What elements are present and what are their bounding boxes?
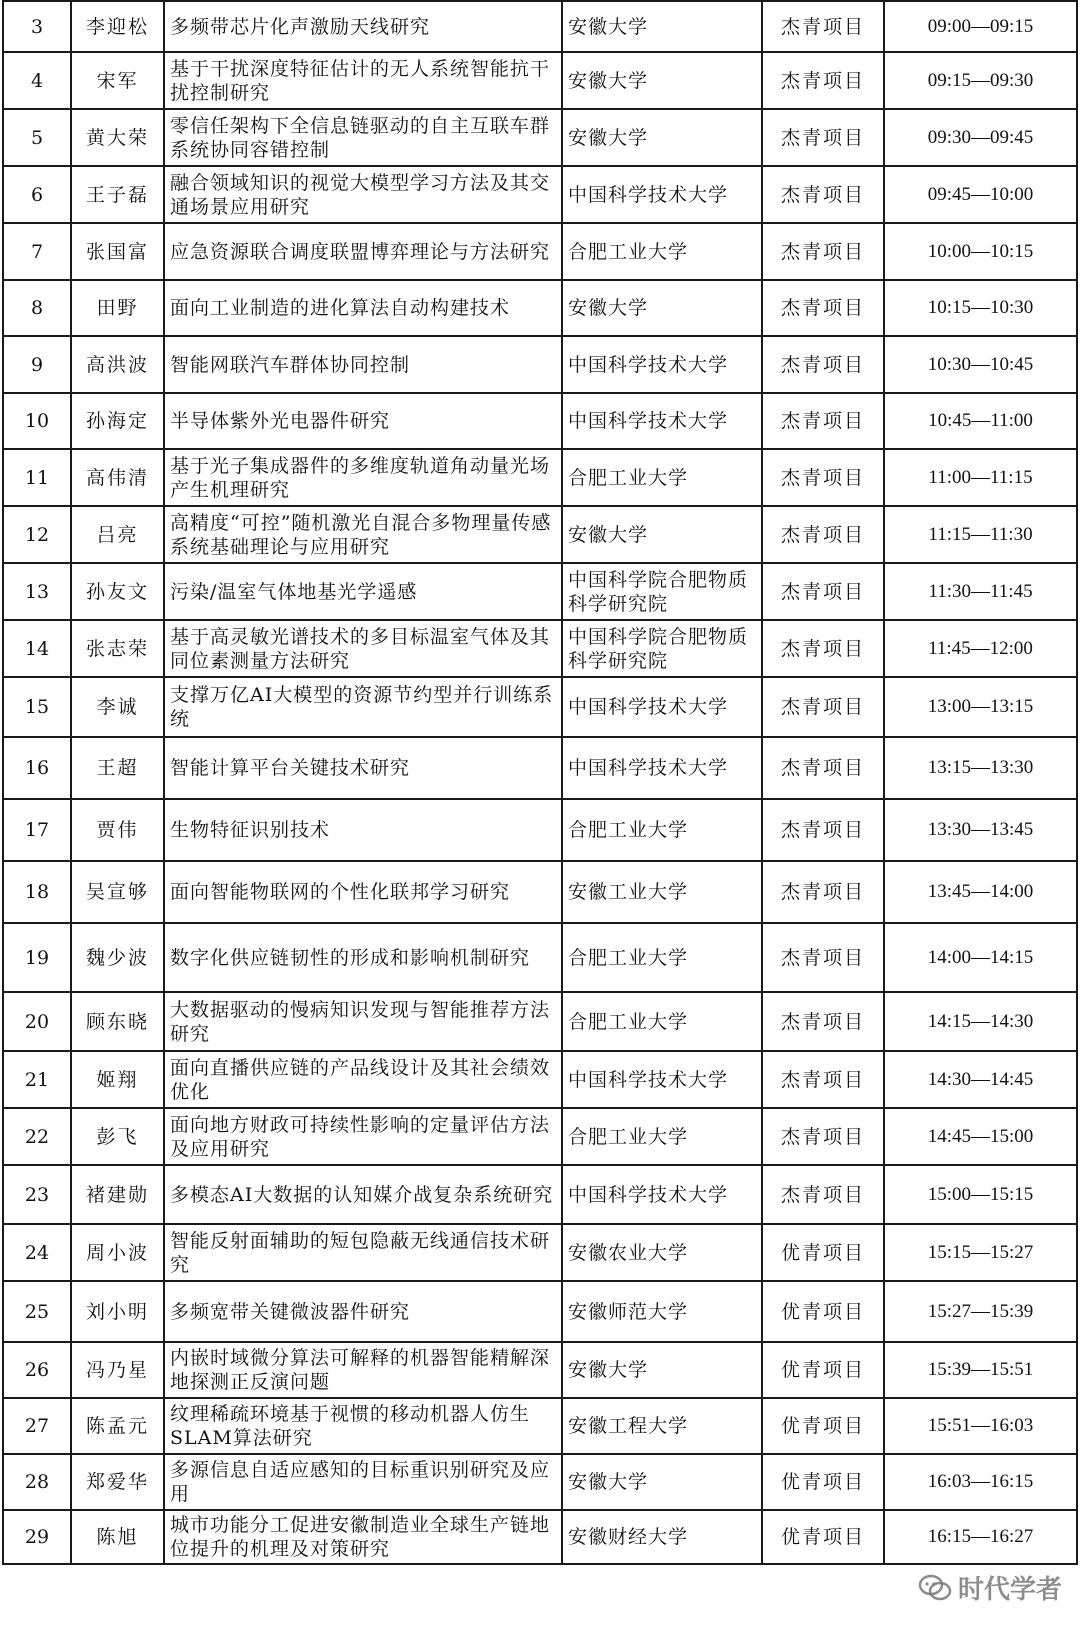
project-title: 智能反射面辅助的短包隐蔽无线通信技术研究 <box>164 1224 562 1281</box>
row-number: 27 <box>3 1398 71 1454</box>
project-title: 面向工业制造的进化算法自动构建技术 <box>164 280 562 336</box>
project-title: 面向智能物联网的个性化联邦学习研究 <box>164 861 562 923</box>
time-slot: 11:00—11:15 <box>884 449 1077 506</box>
table-row <box>3 1510 1077 1564</box>
row-number: 21 <box>3 1051 71 1108</box>
time-slot: 15:15—15:27 <box>884 1224 1077 1281</box>
table-row <box>3 1051 1077 1108</box>
institution: 中国科学技术大学 <box>562 166 762 223</box>
project-type: 杰青项目 <box>762 992 884 1051</box>
project-type: 杰青项目 <box>762 506 884 563</box>
project-type: 杰青项目 <box>762 1 884 52</box>
researcher-name: 田野 <box>71 280 164 336</box>
table-row <box>3 336 1077 393</box>
project-type: 优青项目 <box>762 1342 884 1398</box>
project-title: 融合领域知识的视觉大模型学习方法及其交通场景应用研究 <box>164 166 562 223</box>
table-row <box>3 737 1077 799</box>
institution: 中国科学技术大学 <box>562 737 762 799</box>
researcher-name: 孙友文 <box>71 563 164 620</box>
table-row <box>3 393 1077 449</box>
row-number: 25 <box>3 1281 71 1342</box>
project-type: 杰青项目 <box>762 336 884 393</box>
row-number: 5 <box>3 109 71 166</box>
project-title: 智能网联汽车群体协同控制 <box>164 336 562 393</box>
time-slot: 09:00—09:15 <box>884 1 1077 52</box>
table-row <box>3 449 1077 506</box>
watermark-text: 时代学者 <box>957 1575 1062 1605</box>
table-row <box>3 992 1077 1051</box>
project-title: 大数据驱动的慢病知识发现与智能推荐方法研究 <box>164 992 562 1051</box>
project-title: 多模态AI大数据的认知媒介战复杂系统研究 <box>164 1165 562 1224</box>
researcher-name: 高伟清 <box>71 449 164 506</box>
time-slot: 15:00—15:15 <box>884 1165 1077 1224</box>
table-row <box>3 1224 1077 1281</box>
institution: 合肥工业大学 <box>562 799 762 861</box>
time-slot: 11:45—12:00 <box>884 620 1077 677</box>
project-type: 杰青项目 <box>762 166 884 223</box>
researcher-name: 郑爱华 <box>71 1454 164 1510</box>
researcher-name: 宋军 <box>71 52 164 109</box>
project-title: 纹理稀疏环境基于视惯的移动机器人仿生SLAM算法研究 <box>164 1398 562 1454</box>
institution: 合肥工业大学 <box>562 992 762 1051</box>
project-type: 杰青项目 <box>762 280 884 336</box>
project-title: 半导体紫外光电器件研究 <box>164 393 562 449</box>
project-title: 内嵌时域微分算法可解释的机器智能精解深地探测正反演问题 <box>164 1342 562 1398</box>
row-number: 26 <box>3 1342 71 1398</box>
institution: 中国科学技术大学 <box>562 1051 762 1108</box>
project-title: 多源信息自适应感知的目标重识别研究及应用 <box>164 1454 562 1510</box>
table-row <box>3 1281 1077 1342</box>
row-number: 9 <box>3 336 71 393</box>
institution: 安徽大学 <box>562 1342 762 1398</box>
row-number: 7 <box>3 223 71 280</box>
researcher-name: 褚建勋 <box>71 1165 164 1224</box>
researcher-name: 顾东晓 <box>71 992 164 1051</box>
researcher-name: 陈旭 <box>71 1510 164 1564</box>
researcher-name: 陈孟元 <box>71 1398 164 1454</box>
time-slot: 13:00—13:15 <box>884 677 1077 737</box>
table-row <box>3 280 1077 336</box>
row-number: 10 <box>3 393 71 449</box>
researcher-name: 魏少波 <box>71 923 164 992</box>
researcher-name: 周小波 <box>71 1224 164 1281</box>
time-slot: 09:30—09:45 <box>884 109 1077 166</box>
project-type: 杰青项目 <box>762 620 884 677</box>
institution: 中国科学技术大学 <box>562 677 762 737</box>
row-number: 15 <box>3 677 71 737</box>
project-title: 数字化供应链韧性的形成和影响机制研究 <box>164 923 562 992</box>
project-title: 污染/温室气体地基光学遥感 <box>164 563 562 620</box>
time-slot: 14:30—14:45 <box>884 1051 1077 1108</box>
project-title: 零信任架构下全信息链驱动的自主互联车群系统协同容错控制 <box>164 109 562 166</box>
researcher-name: 吴宣够 <box>71 861 164 923</box>
row-number: 18 <box>3 861 71 923</box>
project-type: 优青项目 <box>762 1454 884 1510</box>
researcher-name: 吕亮 <box>71 506 164 563</box>
table-row <box>3 52 1077 109</box>
researcher-name: 贾伟 <box>71 799 164 861</box>
institution: 安徽师范大学 <box>562 1281 762 1342</box>
table-row <box>3 620 1077 677</box>
project-type: 杰青项目 <box>762 563 884 620</box>
researcher-name: 张国富 <box>71 223 164 280</box>
project-title: 面向地方财政可持续性影响的定量评估方法及应用研究 <box>164 1108 562 1165</box>
time-slot: 09:15—09:30 <box>884 52 1077 109</box>
project-type: 杰青项目 <box>762 1108 884 1165</box>
time-slot: 15:39—15:51 <box>884 1342 1077 1398</box>
time-slot: 14:15—14:30 <box>884 992 1077 1051</box>
row-number: 11 <box>3 449 71 506</box>
project-type: 杰青项目 <box>762 677 884 737</box>
institution: 中国科学院合肥物质科学研究院 <box>562 563 762 620</box>
row-number: 8 <box>3 280 71 336</box>
institution: 安徽大学 <box>562 280 762 336</box>
researcher-name: 姬翔 <box>71 1051 164 1108</box>
researcher-name: 冯乃星 <box>71 1342 164 1398</box>
time-slot: 15:51—16:03 <box>884 1398 1077 1454</box>
schedule-table <box>2 0 1078 1565</box>
institution: 中国科学技术大学 <box>562 1165 762 1224</box>
table-row <box>3 1454 1077 1510</box>
row-number: 13 <box>3 563 71 620</box>
researcher-name: 彭飞 <box>71 1108 164 1165</box>
project-type: 杰青项目 <box>762 223 884 280</box>
table-row <box>3 223 1077 280</box>
project-title: 支撑万亿AI大模型的资源节约型并行训练系统 <box>164 677 562 737</box>
table-row <box>3 563 1077 620</box>
table-row <box>3 677 1077 737</box>
institution: 中国科学技术大学 <box>562 336 762 393</box>
researcher-name: 王超 <box>71 737 164 799</box>
project-type: 杰青项目 <box>762 1165 884 1224</box>
project-type: 杰青项目 <box>762 109 884 166</box>
project-type: 优青项目 <box>762 1510 884 1564</box>
time-slot: 14:00—14:15 <box>884 923 1077 992</box>
project-title: 应急资源联合调度联盟博弈理论与方法研究 <box>164 223 562 280</box>
researcher-name: 王子磊 <box>71 166 164 223</box>
row-number: 6 <box>3 166 71 223</box>
project-title: 基于高灵敏光谱技术的多目标温室气体及其同位素测量方法研究 <box>164 620 562 677</box>
row-number: 28 <box>3 1454 71 1510</box>
table-row <box>3 109 1077 166</box>
row-number: 12 <box>3 506 71 563</box>
researcher-name: 高洪波 <box>71 336 164 393</box>
time-slot: 13:15—13:30 <box>884 737 1077 799</box>
institution: 合肥工业大学 <box>562 923 762 992</box>
project-type: 杰青项目 <box>762 737 884 799</box>
time-slot: 09:45—10:00 <box>884 166 1077 223</box>
row-number: 4 <box>3 52 71 109</box>
row-number: 24 <box>3 1224 71 1281</box>
time-slot: 11:30—11:45 <box>884 563 1077 620</box>
project-type: 优青项目 <box>762 1281 884 1342</box>
time-slot: 14:45—15:00 <box>884 1108 1077 1165</box>
researcher-name: 张志荣 <box>71 620 164 677</box>
institution: 安徽大学 <box>562 1454 762 1510</box>
table-row <box>3 506 1077 563</box>
time-slot: 10:15—10:30 <box>884 280 1077 336</box>
row-number: 23 <box>3 1165 71 1224</box>
project-title: 多频带芯片化声激励天线研究 <box>164 1 562 52</box>
project-title: 生物特征识别技术 <box>164 799 562 861</box>
time-slot: 13:45—14:00 <box>884 861 1077 923</box>
project-title: 基于干扰深度特征估计的无人系统智能抗干扰控制研究 <box>164 52 562 109</box>
row-number: 29 <box>3 1510 71 1564</box>
institution: 安徽工业大学 <box>562 861 762 923</box>
wechat-icon <box>918 1574 952 1602</box>
row-number: 20 <box>3 992 71 1051</box>
project-type: 杰青项目 <box>762 799 884 861</box>
institution: 安徽大学 <box>562 1 762 52</box>
project-type: 杰青项目 <box>762 393 884 449</box>
project-type: 杰青项目 <box>762 52 884 109</box>
time-slot: 15:27—15:39 <box>884 1281 1077 1342</box>
table-row <box>3 799 1077 861</box>
table-row <box>3 1398 1077 1454</box>
institution: 安徽大学 <box>562 109 762 166</box>
researcher-name: 黄大荣 <box>71 109 164 166</box>
time-slot: 10:00—10:15 <box>884 223 1077 280</box>
row-number: 3 <box>3 1 71 52</box>
project-type: 杰青项目 <box>762 861 884 923</box>
researcher-name: 李诚 <box>71 677 164 737</box>
time-slot: 11:15—11:30 <box>884 506 1077 563</box>
institution: 安徽大学 <box>562 506 762 563</box>
project-title: 基于光子集成器件的多维度轨道角动量光场产生机理研究 <box>164 449 562 506</box>
table-row <box>3 923 1077 992</box>
time-slot: 10:30—10:45 <box>884 336 1077 393</box>
schedule-body <box>3 1 1077 1564</box>
time-slot: 16:03—16:15 <box>884 1454 1077 1510</box>
project-title: 智能计算平台关键技术研究 <box>164 737 562 799</box>
table-row <box>3 1165 1077 1224</box>
row-number: 14 <box>3 620 71 677</box>
time-slot: 13:30—13:45 <box>884 799 1077 861</box>
row-number: 17 <box>3 799 71 861</box>
institution: 安徽农业大学 <box>562 1224 762 1281</box>
institution: 合肥工业大学 <box>562 223 762 280</box>
row-number: 19 <box>3 923 71 992</box>
researcher-name: 孙海定 <box>71 393 164 449</box>
researcher-name: 刘小明 <box>71 1281 164 1342</box>
institution: 中国科学院合肥物质科学研究院 <box>562 620 762 677</box>
institution: 安徽大学 <box>562 52 762 109</box>
project-title: 多频宽带关键微波器件研究 <box>164 1281 562 1342</box>
institution: 中国科学技术大学 <box>562 393 762 449</box>
project-type: 优青项目 <box>762 1398 884 1454</box>
watermark <box>918 1569 1062 1606</box>
table-row <box>3 1342 1077 1398</box>
table-row <box>3 861 1077 923</box>
project-type: 杰青项目 <box>762 1051 884 1108</box>
time-slot: 10:45—11:00 <box>884 393 1077 449</box>
time-slot: 16:15—16:27 <box>884 1510 1077 1564</box>
researcher-name: 李迎松 <box>71 1 164 52</box>
project-title: 高精度“可控”随机激光自混合多物理量传感系统基础理论与应用研究 <box>164 506 562 563</box>
institution: 安徽工程大学 <box>562 1398 762 1454</box>
institution: 合肥工业大学 <box>562 1108 762 1165</box>
project-type: 杰青项目 <box>762 923 884 992</box>
institution: 合肥工业大学 <box>562 449 762 506</box>
project-type: 优青项目 <box>762 1224 884 1281</box>
row-number: 16 <box>3 737 71 799</box>
row-number: 22 <box>3 1108 71 1165</box>
table-row <box>3 1108 1077 1165</box>
table-row <box>3 1 1077 52</box>
project-title: 面向直播供应链的产品线设计及其社会绩效优化 <box>164 1051 562 1108</box>
project-title: 城市功能分工促进安徽制造业全球生产链地位提升的机理及对策研究 <box>164 1510 562 1564</box>
institution: 安徽财经大学 <box>562 1510 762 1564</box>
table-row <box>3 166 1077 223</box>
project-type: 杰青项目 <box>762 449 884 506</box>
